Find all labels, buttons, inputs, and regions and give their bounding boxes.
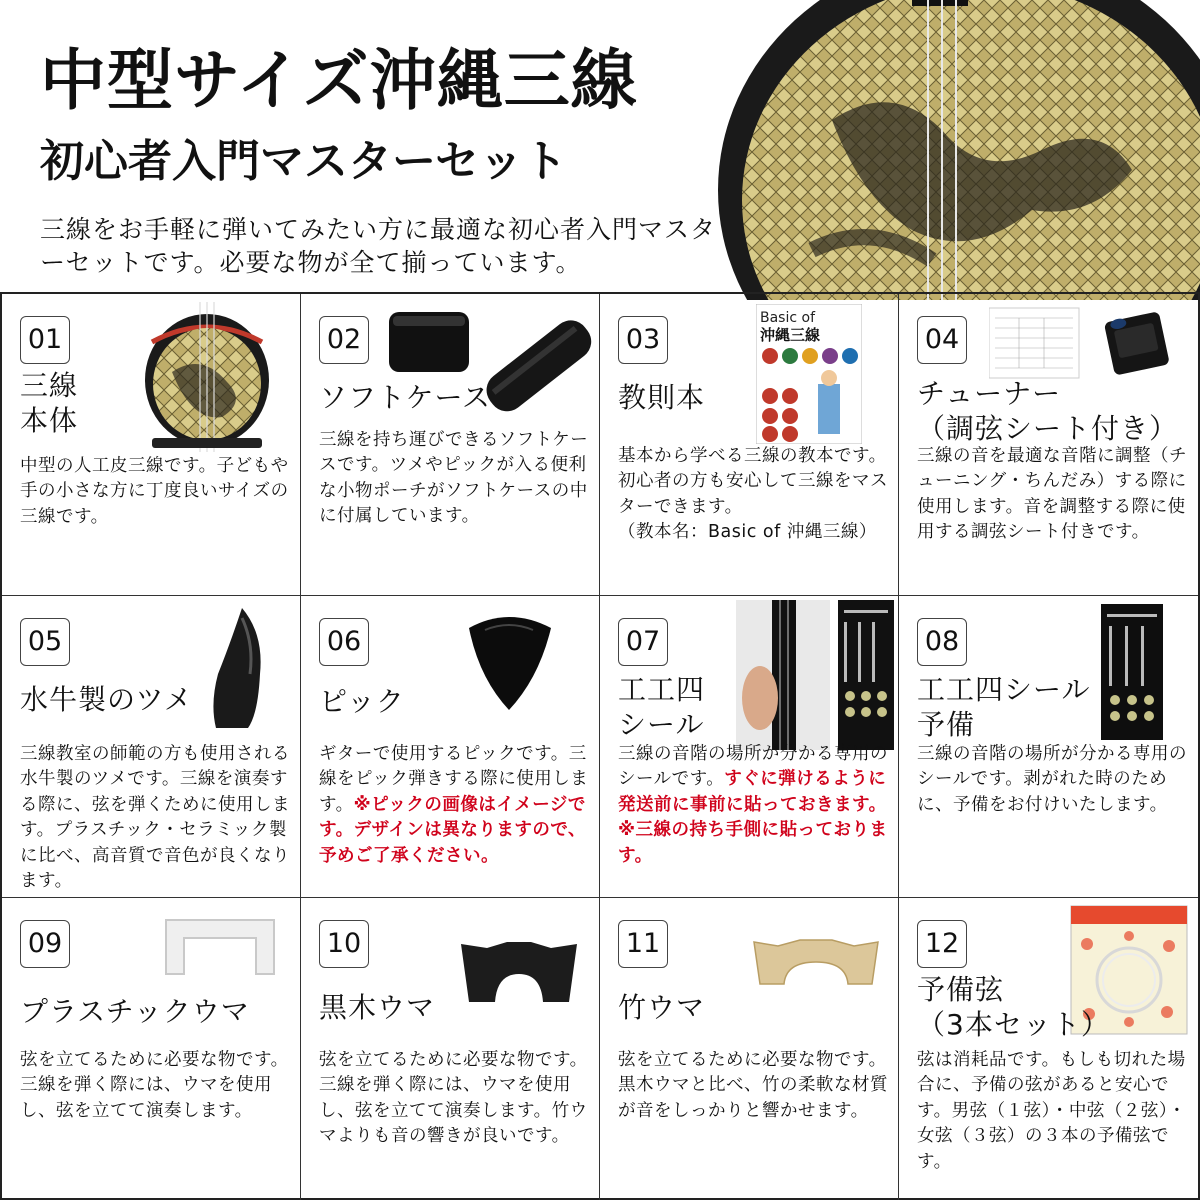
item-card	[2, 898, 301, 1200]
item-card	[301, 294, 600, 596]
item-name: 工工四 シール	[618, 673, 706, 741]
item-name: ソフトケース	[319, 381, 492, 414]
item-name: チューナー （調弦シート付き）	[917, 377, 1179, 445]
item-name: 水牛製のツメ	[20, 683, 193, 716]
item-description: 三線の音を最適な音階に調整（チューニング・ちんだみ）する際に使用します。音を調整する際に使用する調弦シート付きです。	[917, 446, 1187, 543]
item-card	[301, 596, 600, 898]
item-name: 黒木ウマ	[319, 991, 436, 1024]
item-number: 11	[618, 920, 668, 968]
item-card	[2, 596, 301, 898]
item-grid	[0, 292, 1200, 1200]
plastic-bridge-photo	[160, 912, 280, 982]
item-card	[600, 898, 899, 1200]
item-number: 09	[20, 920, 70, 968]
spare-sticker-photo	[1101, 604, 1163, 740]
item-card	[899, 294, 1198, 596]
item-description	[618, 742, 888, 869]
buffalo-horn-pick-photo	[202, 604, 272, 734]
item-name: 工工四シール 予備	[917, 673, 1091, 741]
item-description: 弦を立てるために必要な物です。黒木ウマと比べ、竹の柔軟な材質が音をしっかりと響かせます。	[618, 1050, 888, 1121]
tuner-and-sheet-photo	[989, 304, 1189, 384]
item-name: 予備弦 （3本セット）	[917, 973, 1110, 1041]
item-description	[319, 742, 589, 869]
black-wood-bridge-photo	[457, 938, 581, 1008]
item-description: 弦を立てるために必要な物です。三線を弾く際には、ウマを使用し、弦を立てて演奏します。	[20, 1050, 289, 1121]
item-description: 三線を持ち運びできるソフトケースです。ツメやピックが入る便利な小物ポーチがソフトケースの中に付属しています。	[319, 430, 589, 527]
guitar-pick-photo	[459, 608, 559, 718]
item-description: 弦を立てるために必要な物です。三線を弾く際には、ウマを使用し、弦を立てて演奏します。竹ウマよりも音の響きが良いです。	[319, 1050, 588, 1147]
item-number: 06	[319, 618, 369, 666]
item-name: ピック	[319, 685, 405, 718]
item-number: 04	[917, 316, 967, 364]
book-subtitle: 沖縄三線	[760, 326, 821, 344]
item-card	[600, 596, 899, 898]
book-title: Basic of	[760, 310, 816, 326]
item-description: 弦は消耗品です。もしも切れた場合に、予備の弦があると安心です。男弦（１弦）・中弦（２弦）・女弦（３弦）の３本の予備弦です。	[917, 1050, 1187, 1172]
item-name: 教則本	[618, 381, 706, 414]
item-name: プラスチックウマ	[20, 995, 250, 1028]
sanshin-hero-photo	[712, 0, 1200, 300]
item-number: 10	[319, 920, 369, 968]
item-card	[600, 294, 899, 596]
item-card	[301, 898, 600, 1200]
item-name: 竹ウマ	[618, 991, 706, 1024]
item-notice: ※ピックの画像はイメージです。デザインは異なりますので、予めご了承ください。	[319, 794, 587, 866]
textbook-photo	[756, 304, 862, 444]
bamboo-bridge-photo	[750, 934, 882, 990]
page-title: 中型サイズ沖縄三線	[40, 42, 638, 119]
item-number: 01	[20, 316, 70, 364]
item-description: 三線教室の師範の方も使用される水牛製のツメです。三線を演奏する際に、弦を弾くために使用します。プラスチック・セラミック製に比べ、高音質で音色が良くなります。	[20, 744, 290, 891]
item-description-text: 三線の音階の場所が分かる専用のシールです。	[618, 744, 888, 790]
item-number: 02	[319, 316, 369, 364]
sanshin-body-photo	[132, 302, 282, 452]
item-number: 07	[618, 618, 668, 666]
item-card	[899, 898, 1198, 1200]
intro-text: 三線をお手軽に弾いてみたい方に最適な初心者入門マスターセットです。必要な物が全て揃っています。	[40, 215, 717, 277]
item-number: 05	[20, 618, 70, 666]
item-number: 08	[917, 618, 967, 666]
item-description-text: ギターで使用するピックです。三線をピック弾きする際に使用します。	[319, 744, 589, 815]
item-description: 中型の人工皮三線です。子どもや手の小さな方に丁度良いサイズの三線です。	[20, 456, 289, 527]
item-name: 三線 本体	[20, 369, 79, 437]
item-notice: すぐに弾けるように発送前に事前に貼っておきます。※三線の持ち手側に貼っております。	[618, 769, 888, 866]
kunkunshi-sticker-photo	[736, 600, 896, 750]
item-description: 基本から学べる三線の教本です。初心者の方も安心して三線をマスターできます。 （教本名：Basic of 沖縄三線）	[618, 446, 888, 543]
item-number: 12	[917, 920, 967, 968]
item-description: 三線の音階の場所が分かる専用のシールです。剥がれた時のために、予備をお付けいたします。	[917, 744, 1187, 815]
item-card	[899, 596, 1198, 898]
item-card	[2, 294, 301, 596]
item-number: 03	[618, 316, 668, 364]
page-subtitle: 初心者入門マスターセット	[40, 136, 568, 187]
